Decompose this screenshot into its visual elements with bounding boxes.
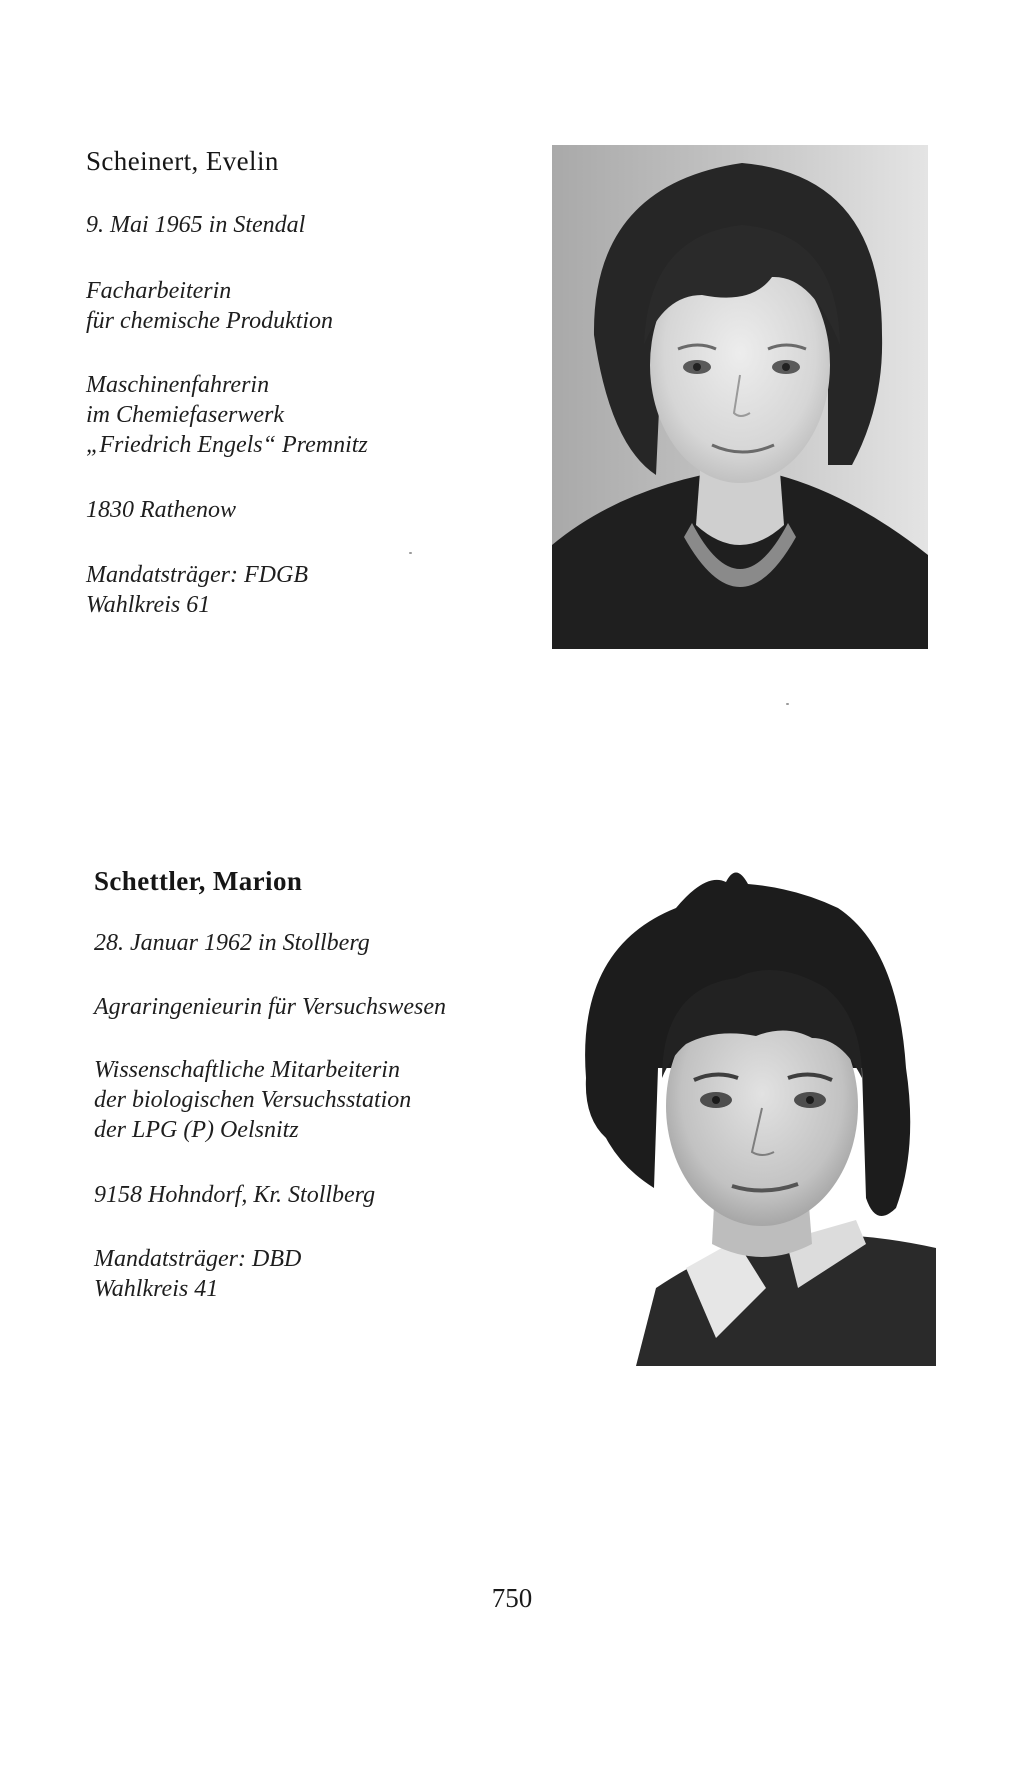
person-name: Schettler, Marion (94, 866, 303, 896)
job-line: Wissenschaftliche Mitarbeiterin (94, 1057, 400, 1083)
job-line: „Friedrich Engels“ Premnitz (86, 432, 368, 458)
scan-speck (786, 703, 789, 705)
portrait-photo (566, 868, 936, 1366)
address: 9158 Hohndorf, Kr. Stollberg (94, 1182, 376, 1208)
constituency-line: Wahlkreis 41 (94, 1276, 219, 1302)
constituency-line: Wahlkreis 61 (86, 592, 211, 618)
portrait-photo (552, 145, 928, 649)
birth-info: 28. Januar 1962 in Stollberg (94, 930, 370, 956)
qualification-line: Facharbeiterin (86, 278, 232, 304)
address: 1830 Rathenow (86, 497, 236, 523)
mandate-line: Mandatsträger: DBD (94, 1246, 302, 1272)
page-number: 750 (491, 1583, 533, 1613)
person-name: Scheinert, Evelin (86, 146, 279, 176)
job-line: im Chemiefaserwerk (86, 402, 284, 428)
birth-info: 9. Mai 1965 in Stendal (86, 212, 306, 238)
job-line: der biologischen Versuchsstation (94, 1087, 412, 1113)
scan-speck (409, 552, 412, 554)
job-line: der LPG (P) Oelsnitz (94, 1117, 299, 1143)
qualification-line: Agraringenieurin für Versuchswesen (94, 994, 446, 1020)
qualification-line: für chemische Produktion (86, 308, 334, 334)
job-line: Maschinenfahrerin (86, 372, 270, 398)
mandate-line: Mandatsträger: FDGB (86, 562, 308, 588)
